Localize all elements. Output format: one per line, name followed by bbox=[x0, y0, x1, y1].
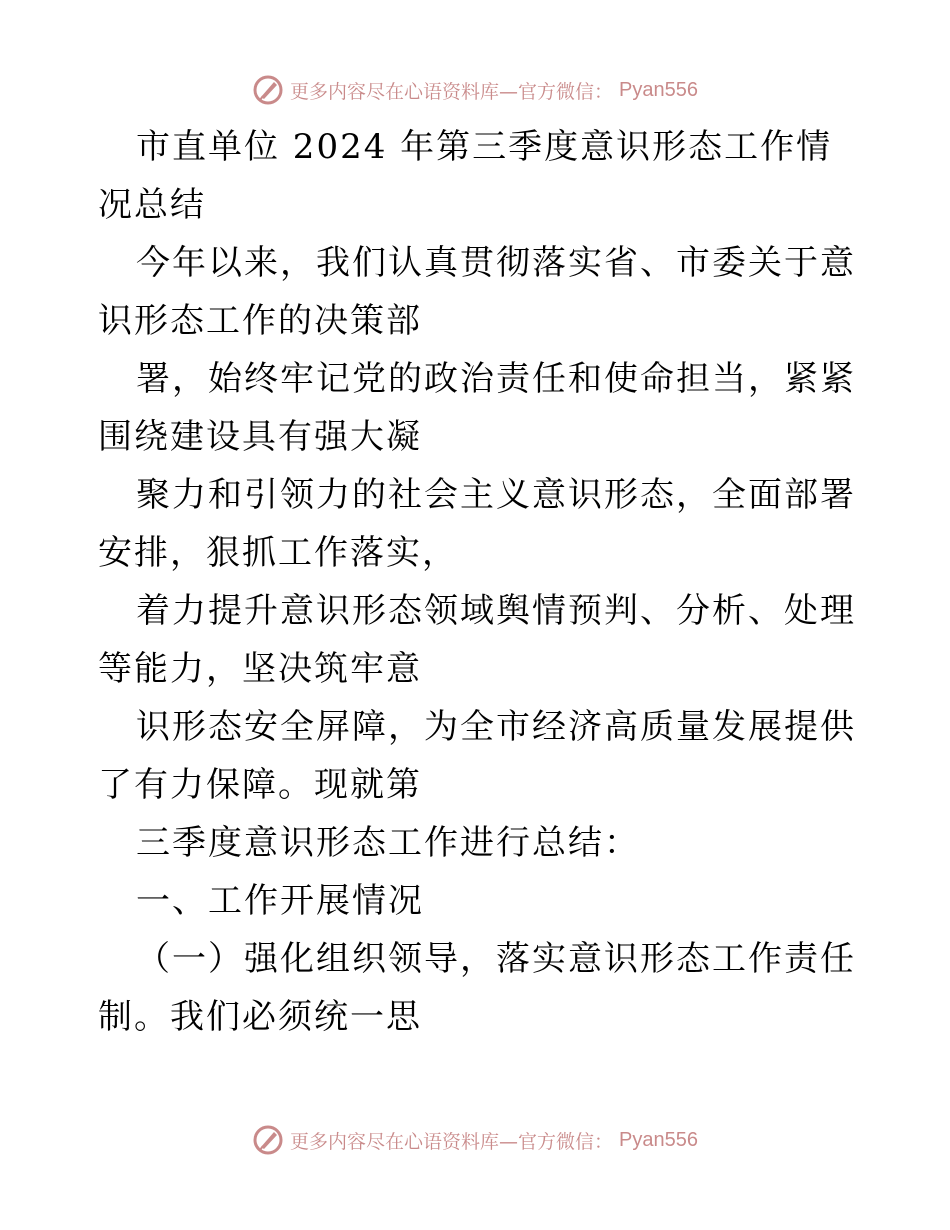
document-body bbox=[98, 118, 858, 1046]
watermark-text: 更多内容尽在心语资料库—官方微信： bbox=[290, 80, 614, 103]
watermark-banner-top bbox=[0, 70, 950, 110]
paragraph: 聚力和引领力的社会主义意识形态，全面部署安排，狠抓工作落实， bbox=[98, 475, 856, 573]
paragraph: 署，始终牢记党的政治责任和使命担当，紧紧围绕建设具有强大凝 bbox=[98, 359, 856, 457]
watermark-text: 更多内容尽在心语资料库—官方微信： bbox=[290, 1130, 614, 1153]
paragraph: 识形态安全屏障，为全市经济高质量发展提供了有力保障。现就第 bbox=[98, 707, 856, 805]
section-heading: 一、工作开展情况 bbox=[136, 881, 424, 921]
paragraph: 着力提升意识形态领域舆情预判、分析、处理等能力，坚决筑牢意 bbox=[98, 591, 856, 689]
subsection-paragraph: （一）强化组织领导，落实意识形态工作责任制。我们必须统一思 bbox=[98, 939, 856, 1037]
watermark-id: Pyan556 bbox=[619, 1128, 698, 1151]
paragraph: 今年以来，我们认真贯彻落实省、市委关于意识形态工作的决策部 bbox=[98, 243, 856, 341]
feather-pen-circle-icon bbox=[252, 74, 284, 106]
paragraph: 三季度意识形态工作进行总结： bbox=[136, 823, 640, 863]
document-title: 市直单位 2024 年第三季度意识形态工作情况总结 bbox=[98, 127, 833, 225]
watermark-id: Pyan556 bbox=[619, 78, 698, 101]
watermark-banner-bottom bbox=[0, 1120, 950, 1160]
feather-pen-circle-icon bbox=[252, 1124, 284, 1156]
